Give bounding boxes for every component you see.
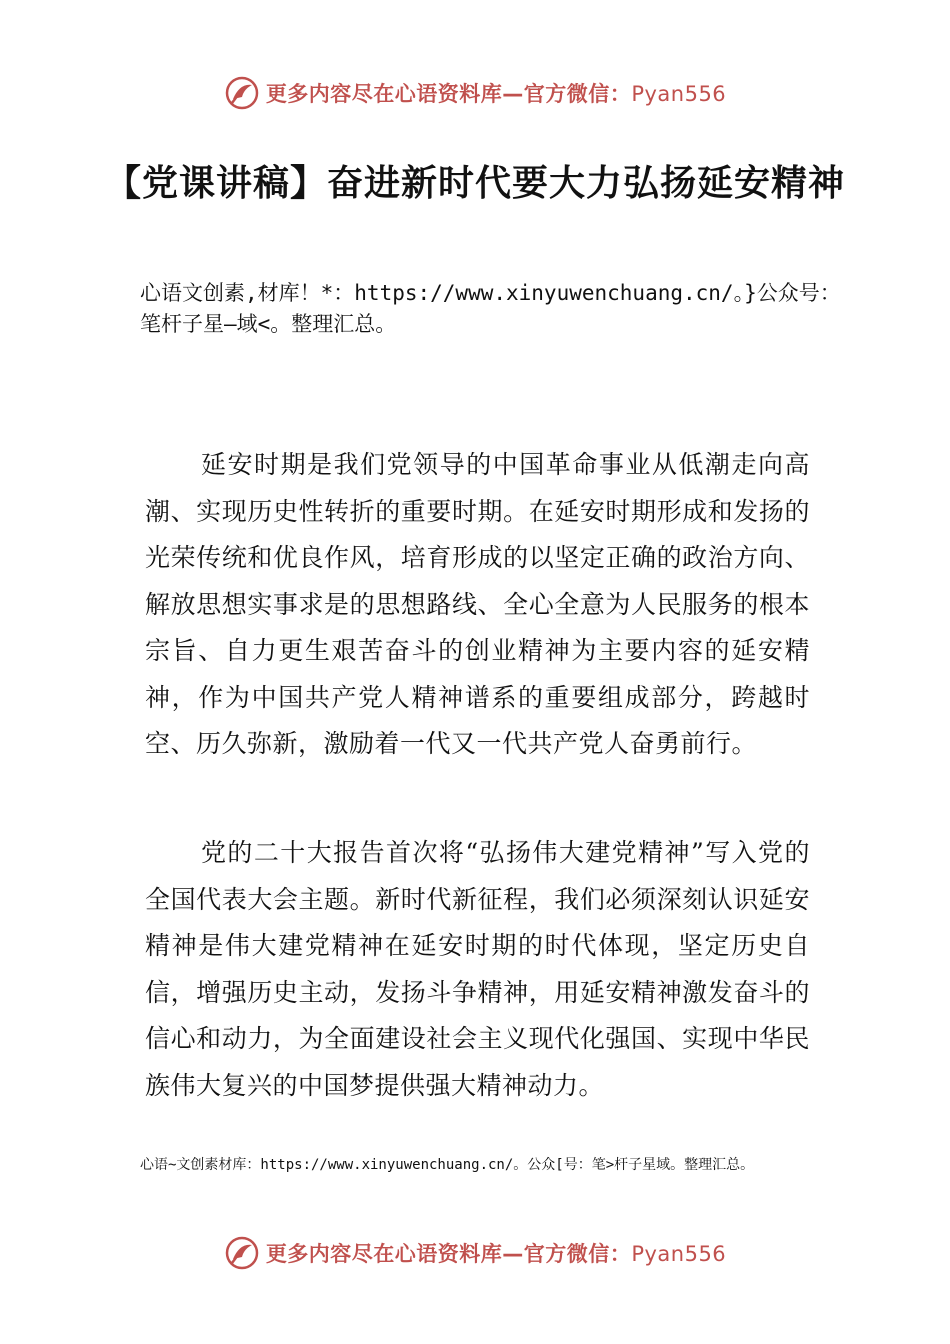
wechat-id: Pyan556: [631, 1242, 727, 1266]
source-note-top: 心语文创素,材库！*：https://www.xinyuwenchuang.cn/。}公众号：笔杆子星—域<。整理汇总。: [140, 281, 841, 336]
banner-text: 更多内容尽在心语资料库—官方微信：Pyan556: [265, 1242, 727, 1266]
wechat-id: Pyan556: [631, 82, 727, 106]
body-paragraph-1: 延安时期是我们党领导的中国革命事业从低潮走向高潮、实现历史性转折的重要时期。在延安时期形成和发扬的光荣传统和优良作风，培育形成的以坚定正确的政治方向、解放思想实事求是的思想路线、全心全意为人民服务的根本宗旨、自力更生艰苦奋斗的创业精神为主要内容的延安精神，作为中国共产党人精神谱系的重要组成部分，跨越时空、历久弥新，激励着一代又一代共产党人奋勇前行。: [145, 450, 810, 758]
banner-text: 更多内容尽在心语资料库—官方微信：Pyan556: [265, 82, 727, 106]
brand-logo-icon: [224, 75, 260, 111]
document-title: 【党课讲稿】奋进新时代要大力弘扬延安精神: [104, 163, 845, 204]
header-banner: [0, 70, 950, 116]
brand-logo-icon: [224, 1235, 260, 1271]
source-note-bottom: 心语~文创素材库：https://www.xinyuwenchuang.cn/。公众[号：笔>杆子星域。整理汇总。: [140, 1157, 755, 1173]
body-paragraph-2: 党的二十大报告首次将“弘扬伟大建党精神”写入党的全国代表大会主题。新时代新征程，我们必须深刻认识延安精神是伟大建党精神在延安时期的时代体现，坚定历史自信，增强历史主动，发扬斗争精神，用延安精神激发奋斗的信心和动力，为全面建设社会主义现代化强国、实现中华民族伟大复兴的中国梦提供强大精神动力。: [145, 838, 810, 1100]
footer-banner: [0, 1230, 950, 1276]
